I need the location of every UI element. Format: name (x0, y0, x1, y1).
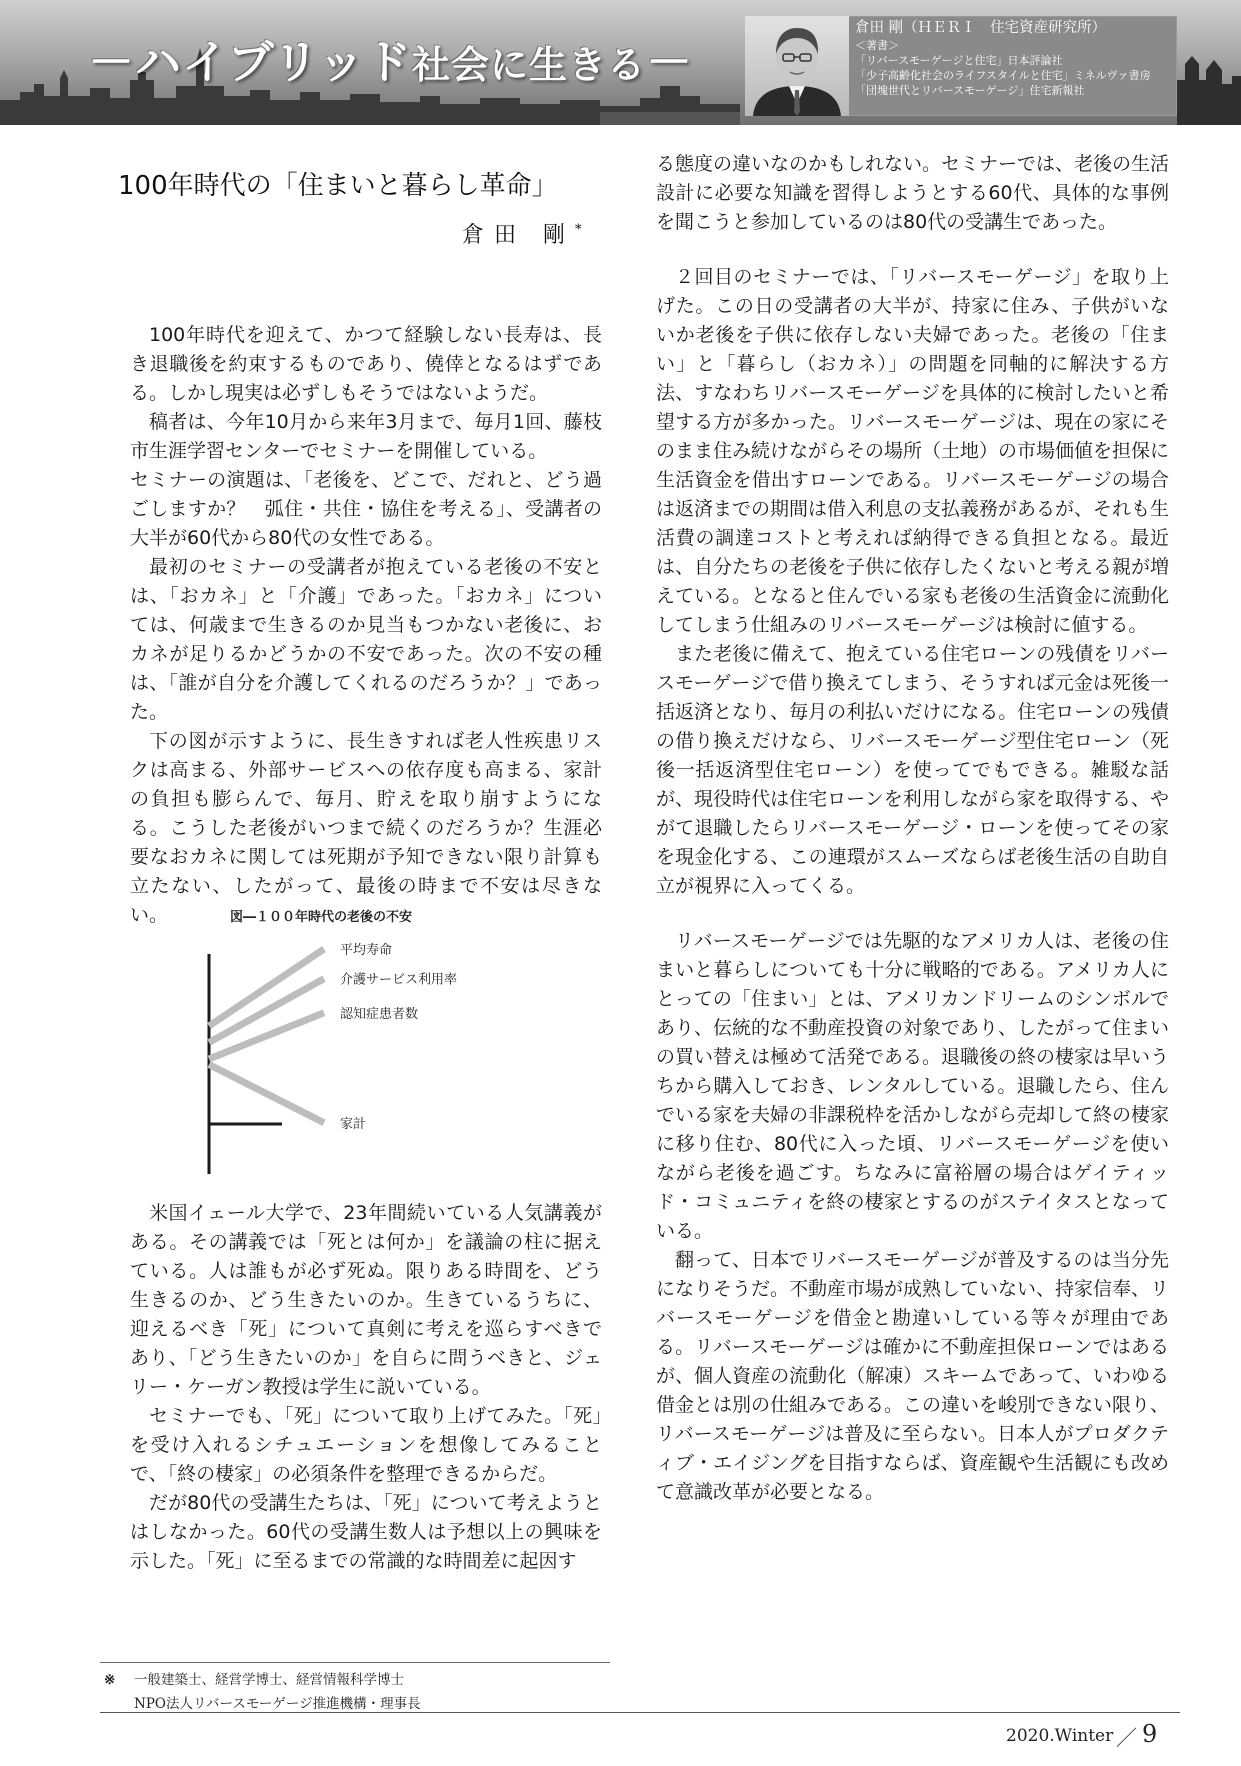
paragraph: 100年時代を迎えて、かつて経験しない長寿は、長き退職後を約束するものであり、僥倖となるはずである。しかし現実は必ずしもそうではないようだ。 (130, 324, 602, 404)
figure-line-4 (209, 1065, 324, 1123)
author-footnote-mark: * (575, 222, 582, 238)
author-portrait-image (745, 16, 849, 116)
figure-line-label: 認知症患者数 (340, 1006, 419, 1022)
figure-line-label: 家計 (340, 1116, 367, 1132)
paragraph: 下の図が示すように、長生きすれば老人性疾患リスクは高まる、外部サービスへの依存度も高まる、家計の負担も膨らんで、毎月、貯えを取り崩すようになる。こうした老後がいつまで続くのだろうか？生涯必要なおカネに関しては死期が予知できない限り計算も立たない、したがって、最後の時まで不安は尽きない。 (130, 730, 602, 926)
work-item: 「少子高齢化社会のライフスタイルと住宅」ミネルヴァ書房 (855, 69, 1151, 82)
series-title-sub: 社会に生きる (411, 43, 646, 87)
author-photo (745, 16, 849, 116)
figure-line-label: 平均寿命 (340, 943, 393, 958)
works-label: ＜著書＞ (855, 39, 899, 52)
work-item: 「リバースモーゲージと住宅」日本評論社 (855, 54, 1063, 67)
paragraph: セミナーでも、「死」について取り上げてみた。「死」を受け入れるシチュエーションを想像してみることで、「終の棲家」の必須条件を整理できるからだ。 (130, 1405, 602, 1485)
paragraph: ２回目のセミナーでは、「リバースモーゲージ」を取り上げた。この日の受講者の大半が、持家に住み、子供がいないか老後を子供に依存しない夫婦であった。老後の「住まい」と「暮らし（おカネ）」の問題を同軸的に解決する方法、すなわちリバースモーゲージを具体的に検討したいと希望する方が多かった。リバースモーゲージは、現在の家にそのまま住み続けながらその場所（土地）の市場価値を担保に生活資金を借出すローンである。リバースモーゲージの場合は返済までの期間は借入利息の支払義務があるが、それも生活費の調達コストと考えれば納得できる負担となる。最近は、自分たちの老後を子供に依存したくないと考える親が増えている。となると住んでいる家も老後の生活資金に流動化してしまう仕組みのリバースモーゲージは検討に値する。 (656, 266, 1170, 636)
paragraph: 稿者は、今年10月から来年3月まで、毎月1回、藤枝市生涯学習センターでセミナーを開催している。 (130, 411, 602, 462)
footnote-line: 一般建築士、経営学博士、経営情報科学博士 (134, 1672, 404, 1688)
paragraph: る態度の違いなのかもしれない。セミナーでは、老後の生活設計に必要な知識を習得しようとする60代、具体的な事例を聞こうと参加しているのは80代の受講生であった。 (656, 153, 1170, 233)
footnote-mark: ※ (104, 1672, 116, 1688)
work-item: 「団塊世代とリバースモーゲージ」住宅新報社 (855, 84, 1085, 97)
series-title (88, 26, 693, 92)
series-dash-right: － (645, 35, 693, 89)
figure-line-label: 介護サービス利用率 (340, 972, 458, 988)
paragraph: また老後に備えて、抱えている住宅ローンの残債をリバースモーゲージで借り換えてしまう、そうすれば元金は死後一括返済となり、毎月の利払いだけになる。住宅ローンの残債の借り換えだけなら、リバースモーゲージ型住宅ローン（死後一括返済型住宅ローン）を使ってでもできる。雑駁な話が、現役時代は住宅ローンを利用しながら家を取得する、やがて退職したらリバースモーゲージ・ローンを使ってその家を現金化する、この連環がスムーズならば老後生活の自助自立が視界に入ってくる。 (656, 643, 1169, 897)
body-column-left-top (130, 321, 602, 930)
paragraph: 翻って、日本でリバースモーゲージが普及するのは当分先になりそうだ。不動産市場が成熟していない、持家信奉、リバースモーゲージを借金と勘違いしている等々が理由である。リバースモーゲージは確かに不動産担保ローンではあるが、個人資産の流動化（解凍）スキームであって、いわゆる借金とは別の仕組みである。この違いを峻別できない限り、リバースモーゲージは普及に至らない。日本人がプロダクティブ・エイジングを目指すならば、資産観や生活観にも改めて意識改革が必要となる。 (656, 1249, 1170, 1503)
author-profile-box (745, 16, 1177, 116)
paragraph: セミナーの演題は、「老後を、どこで、だれと、どう過ごしますか？ 弧住・共住・協住を考える」、受講者の大半が60代から80代の女性である。 (130, 469, 602, 549)
paragraph: 米国イェール大学で、23年間続いている人気講義がある。その講義では「死とは何か」を議論の柱に据えている。人は誰もが必ず死ぬ。限りある時間を、どう生きるのか、どう生きたいのか。生きているうちに、迎えるべき「死」について真剣に考えを巡らすべきであり、「どう生きたいのか」を自らに問うべきと、ジェリー・ケーガン教授は学生に説いている。 (130, 1202, 602, 1398)
paragraph: リバースモーゲージでは先駆的なアメリカ人は、老後の住まいと暮らしについても十分に戦略的である。アメリカ人にとっての「住まい」とは、アメリカンドリームのシンボルであり、伝統的な不動産投資の対象であり、したがって住まいの買い替えは極めて活発である。退職後の終の棲家は早いうちから購入しておき、レンタルしている。退職したら、住んでいる家を夫婦の非課税枠を活かしながら売却して終の棲家に移り住む、80代に入った頃、リバースモーゲージを使いながら老後を過ごす。ちなみに富裕層の場合はゲイティッド・コミュニティを終の棲家とするのがステイタスとなっている。 (656, 930, 1170, 1242)
body-column-right (656, 150, 1169, 1507)
figure-anxiety-chart (200, 906, 530, 1166)
page-number: 9 (1142, 1720, 1158, 1748)
article-author (462, 218, 582, 249)
footer-slash: ／ (1116, 1726, 1137, 1750)
author-info (855, 19, 1173, 98)
series-title-main: ハイブリッド (135, 35, 412, 89)
footnote-divider (100, 1662, 610, 1663)
figure-title: 図―１００年時代の老後の不安 (230, 910, 413, 925)
issue-label: 2020.Winter (1006, 1726, 1114, 1746)
article-author-name: 倉田 剛 (462, 223, 575, 248)
figure-graphic (200, 924, 530, 1174)
article-title: 100年時代の「住まいと暮らし革命」 (118, 171, 558, 201)
footnote-line: NPO法人リバースモーゲージ推進機構・理事長 (134, 1696, 421, 1712)
footer-divider (100, 1712, 1180, 1713)
author-box-name: 倉田 剛（ＨＥＲＩ 住宅資産研究所） (855, 20, 1107, 36)
series-dash-left: － (88, 35, 135, 89)
author-footnote (104, 1668, 624, 1716)
body-column-left-bottom (130, 1199, 602, 1576)
paragraph: だが80代の受講生たちは、「死」について考えようとはしなかった。60代の受講生数人は予想以上の興味を示した。「死」に至るまでの常識的な時間差に起因す (130, 1492, 602, 1572)
header-banner (0, 0, 1241, 125)
paragraph: 最初のセミナーの受講者が抱えている老後の不安とは、「おカネ」と「介護」であった。「おカネ」については、何歳まで生きるのか見当もつかない老後に、おカネが足りるかどうかの不安であった。次の不安の種は、「誰が自分を介護してくれるのだろうか？」であった。 (130, 556, 602, 723)
